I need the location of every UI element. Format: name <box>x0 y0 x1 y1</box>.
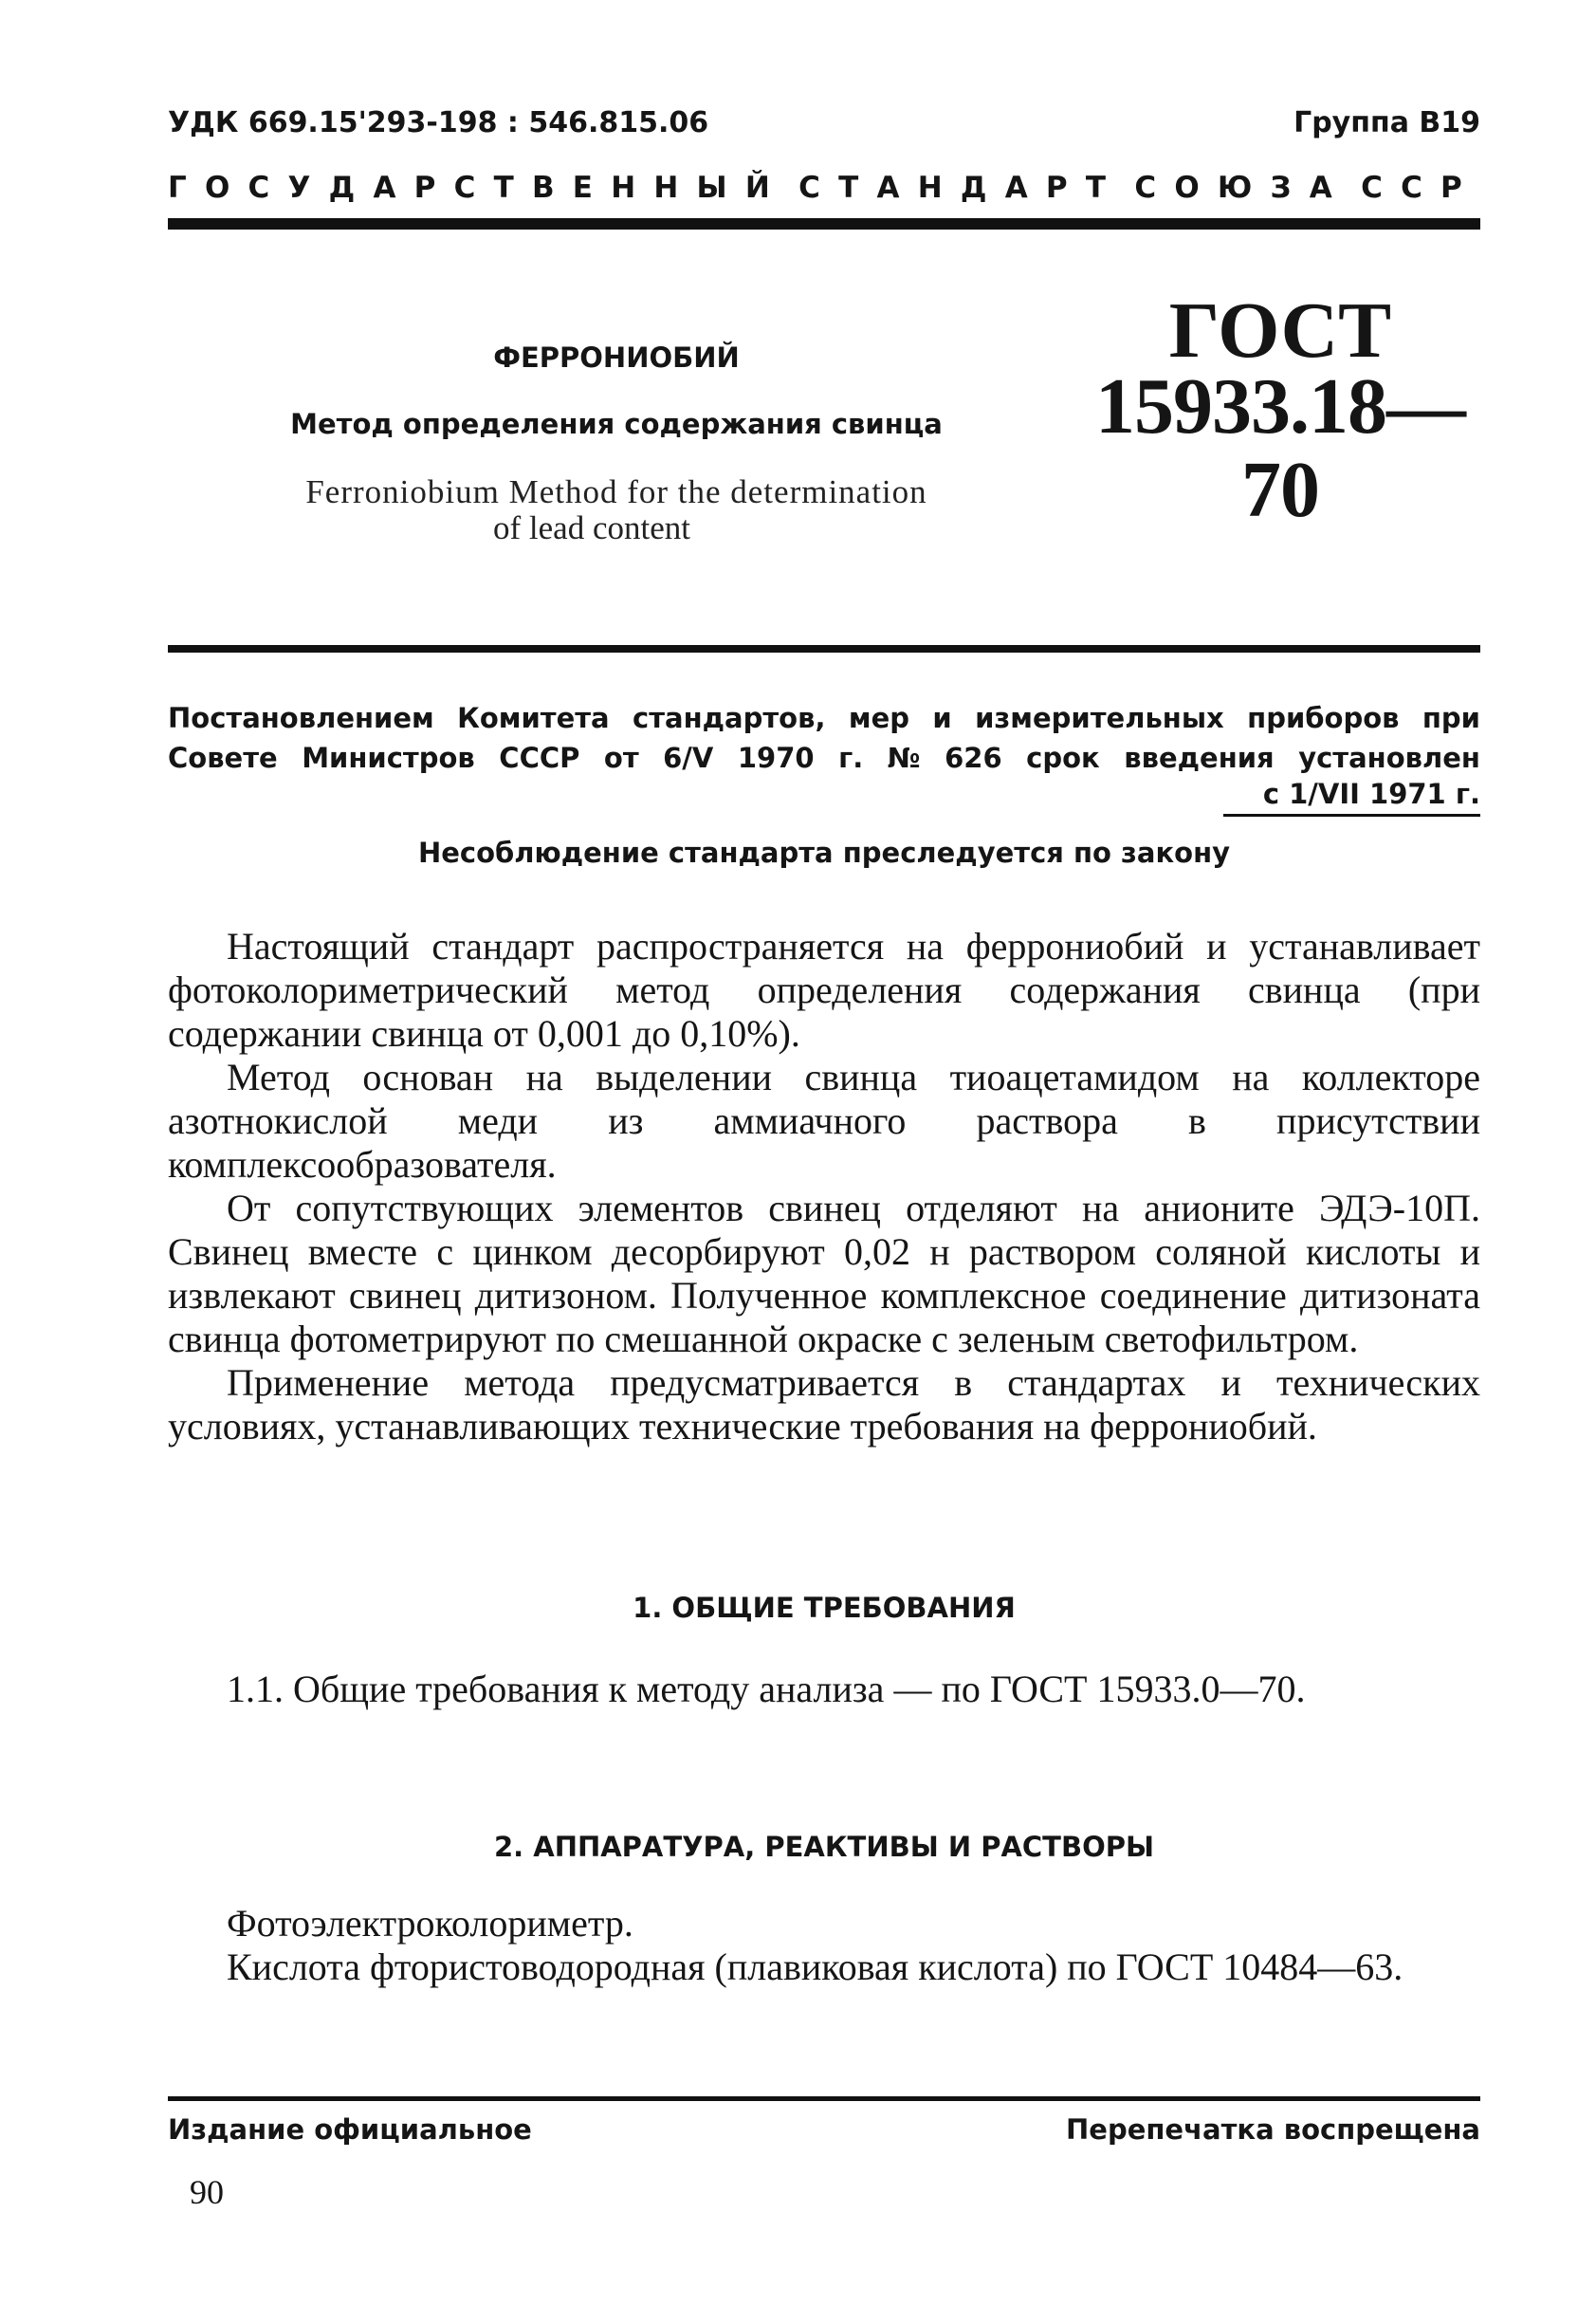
gost-number: 15933.18—70 <box>1095 362 1465 534</box>
state-standard-header <box>168 171 1480 205</box>
item-photocolorimeter: Фотоэлектроколориметр. <box>227 1902 633 1945</box>
top-rule <box>168 218 1480 230</box>
decree-line-2-word: от <box>603 742 639 774</box>
decree-line-2-word: 626 <box>945 742 1002 774</box>
state-word-1: ГОСУДАРСТВЕННЫЙ <box>168 171 789 205</box>
decree-line-1 <box>168 698 1480 738</box>
decree-line-2-word: введения <box>1124 742 1275 774</box>
title-en <box>256 474 977 546</box>
paragraph-application: Применение метода предусматривается в стандартах и технических условиях, устанавливающих технические требования на феррониобий. <box>168 1361 1480 1448</box>
section-2-body <box>168 1902 1480 1989</box>
decree-line-2-word: № <box>887 742 921 774</box>
decree-line-1-word: и <box>932 702 952 734</box>
decree-line-2-word: установлен <box>1298 742 1480 774</box>
edition-note: Издание официальное <box>168 2113 532 2146</box>
title-en-line2: of lead content <box>493 509 690 546</box>
decree-line-1-word: Комитета <box>457 702 610 734</box>
decree-line-1-word: Постановлением <box>168 702 434 734</box>
decree-line-1-word: мер <box>848 702 909 734</box>
decree-line-1-word: измерительных <box>975 702 1224 734</box>
decree-line-1-word: приборов <box>1247 702 1400 734</box>
bottom-rule <box>168 2096 1480 2101</box>
subtitle-ru: Метод определения содержания свинца <box>290 408 943 440</box>
section-2-heading: 2. АППАРАТУРА, РЕАКТИВЫ И РАСТВОРЫ <box>493 1831 1155 1863</box>
reprint-note: Перепечатка воспрещена <box>1066 2113 1480 2146</box>
middle-rule <box>168 645 1480 653</box>
decree-line-2-word: Совете <box>168 742 278 774</box>
udk-code: УДК 669.15'293-198 : 546.815.06 <box>168 106 709 139</box>
law-notice: Несоблюдение стандарта преследуется по закону <box>417 837 1231 869</box>
decree-line-2-word: 1970 <box>737 742 815 774</box>
decree-text <box>168 698 1480 778</box>
paragraph-method: Метод основан на выделении свинца тиоацетамидом на коллекторе азотнокислой меди из аммиачного раствора в присутствии комплексообразователя. <box>168 1056 1480 1186</box>
paragraph-separation: От сопутствующих элементов свинец отделяют на анионите ЭДЭ-10П. Свинец вместе с цинком десорбируют 0,02 н раствором соляной кислоты и извлекают свинец дитизоном. Полученное комплексное соединение дитизоната свинца фотометрируют по смешанной окраске с зеленым светофильтром. <box>168 1187 1480 1360</box>
decree-line-2-word: 6/V <box>663 742 714 774</box>
decree-line-2-word: СССР <box>499 742 580 774</box>
decree-date-underline <box>1223 814 1480 817</box>
title-ru: ФЕРРОНИОБИЙ <box>493 341 740 374</box>
decree-line-2-word: срок <box>1026 742 1100 774</box>
group-code: Группа В19 <box>1293 106 1480 139</box>
section-1-body <box>168 1668 1480 1711</box>
clause-1-1: 1.1. Общие требования к методу анализа — по ГОСТ 15933.0—70. <box>227 1668 1306 1710</box>
gost-label: ГОСТ <box>1168 286 1392 375</box>
page-number: 90 <box>190 2173 224 2211</box>
title-en-line1: Ferroniobium Method for the determination <box>305 473 927 510</box>
section-1-heading: 1. ОБЩИЕ ТРЕБОВАНИЯ <box>633 1592 1016 1624</box>
decree-line-1-word: стандартов, <box>633 702 826 734</box>
item-hydrofluoric-acid: Кислота фтористоводородная (плавиковая кислота) по ГОСТ 10484—63. <box>227 1945 1403 1988</box>
intro-paragraphs <box>168 925 1480 1448</box>
decree-line-2 <box>168 738 1480 778</box>
state-word-4: ССР <box>1361 171 1480 205</box>
decree-line-2-word: г. <box>838 742 864 774</box>
state-word-2: СТАНДАРТ <box>798 171 1125 205</box>
paragraph-scope: Настоящий стандарт распространяется на феррониобий и устанавливает фотоколориметрический метод определения содержания свинца (при содержании свинца от 0,001 до 0,10%). <box>168 925 1480 1055</box>
state-word-3: СОЮЗА <box>1134 171 1350 205</box>
decree-line-2-word: Министров <box>302 742 475 774</box>
decree-line-1-word: при <box>1422 702 1480 734</box>
decree-date: с 1/VII 1971 г. <box>1262 778 1480 810</box>
